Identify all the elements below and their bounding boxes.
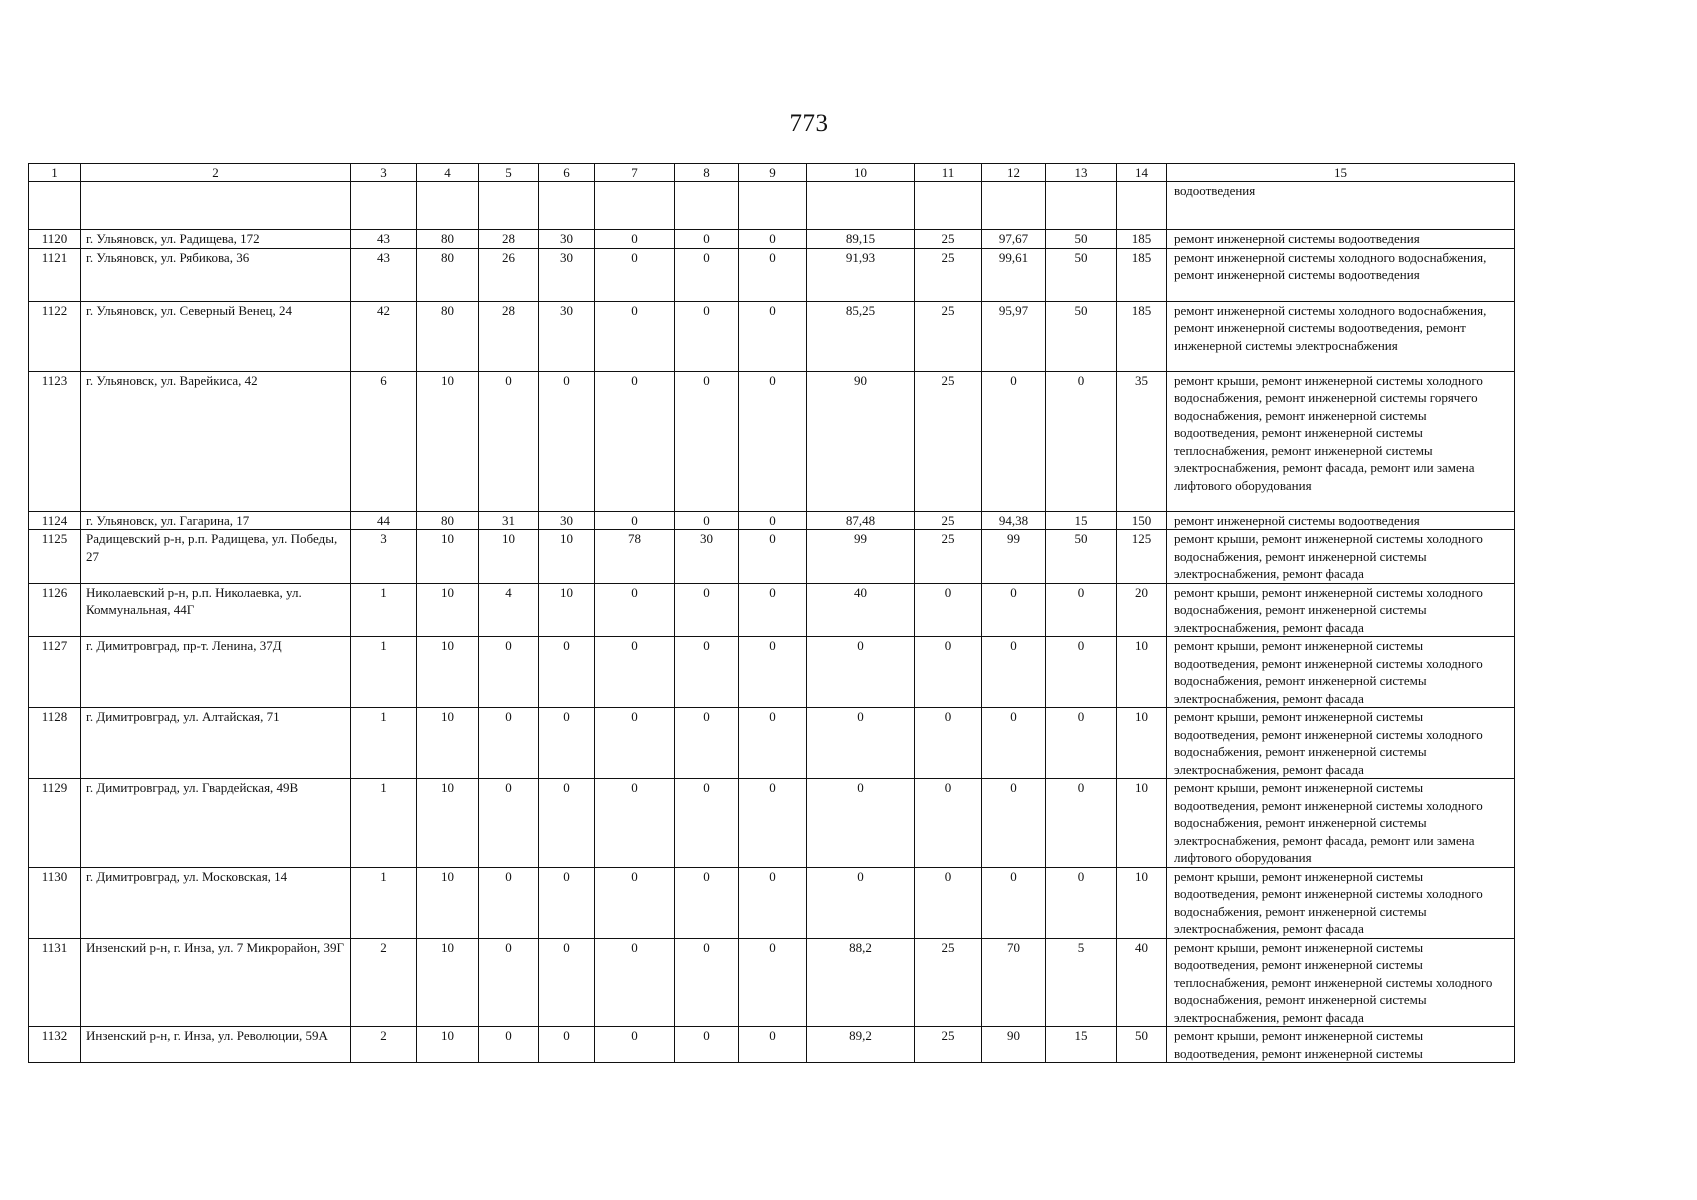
cell-col-13: 5 bbox=[1046, 938, 1117, 1027]
cell-col-12: 0 bbox=[982, 867, 1046, 938]
cell-col-3: 6 bbox=[351, 371, 417, 511]
cell-col-12: 97,67 bbox=[982, 230, 1046, 249]
table-row bbox=[29, 938, 1515, 1027]
cell-col-3: 1 bbox=[351, 637, 417, 708]
cell-col-5: 26 bbox=[479, 248, 539, 301]
cell-col-8: 0 bbox=[675, 938, 739, 1027]
repair-works-cell: ремонт инженерной системы водоотведения bbox=[1167, 511, 1515, 530]
cell-col-11: 25 bbox=[915, 530, 982, 584]
address-cell: г. Димитровград, ул. Московская, 14 bbox=[81, 867, 351, 938]
cell-col-11: 25 bbox=[915, 1027, 982, 1063]
table-row bbox=[29, 530, 1515, 584]
cell-col-14: 185 bbox=[1117, 230, 1167, 249]
cell-col-3: 44 bbox=[351, 511, 417, 530]
cell-col-7: 0 bbox=[595, 583, 675, 637]
cell-col-4: 10 bbox=[417, 583, 479, 637]
cell-col-3: 43 bbox=[351, 248, 417, 301]
row-number-cell: 1130 bbox=[29, 867, 81, 938]
cell-col-14: 10 bbox=[1117, 708, 1167, 779]
cell-col-12: 99 bbox=[982, 530, 1046, 584]
cell-col-4: 80 bbox=[417, 301, 479, 371]
cell-col-5: 10 bbox=[479, 530, 539, 584]
cell-col-9: 0 bbox=[739, 511, 807, 530]
table-row bbox=[29, 511, 1515, 530]
cell-col-14: 20 bbox=[1117, 583, 1167, 637]
cell-col-7: 0 bbox=[595, 779, 675, 868]
cell-col-8: 0 bbox=[675, 301, 739, 371]
column-header-9: 9 bbox=[739, 164, 807, 182]
cell-col-3 bbox=[351, 182, 417, 230]
row-number-cell: 1129 bbox=[29, 779, 81, 868]
cell-col-6: 0 bbox=[539, 938, 595, 1027]
cell-col-14: 185 bbox=[1117, 301, 1167, 371]
column-header-10: 10 bbox=[807, 164, 915, 182]
repair-works-cell: ремонт инженерной системы водоотведения bbox=[1167, 230, 1515, 249]
repair-works-cell: ремонт крыши, ремонт инженерной системы водоотведения, ремонт инженерной системы холодного водоснабжения, ремонт инженерной системы электроснабжения, ремонт фасада, ремонт или замена лифтового оборудования bbox=[1167, 779, 1515, 868]
cell-col-7 bbox=[595, 182, 675, 230]
repair-works-cell: ремонт крыши, ремонт инженерной системы водоотведения, ремонт инженерной системы холодного водоснабжения, ремонт инженерной системы электроснабжения, ремонт фасада bbox=[1167, 637, 1515, 708]
cell-col-9: 0 bbox=[739, 248, 807, 301]
cell-col-3: 43 bbox=[351, 230, 417, 249]
cell-col-9: 0 bbox=[739, 637, 807, 708]
repair-works-cell: ремонт инженерной системы холодного водоснабжения, ремонт инженерной системы водоотведения bbox=[1167, 248, 1515, 301]
column-header-14: 14 bbox=[1117, 164, 1167, 182]
cell-col-7: 0 bbox=[595, 867, 675, 938]
cell-col-14: 35 bbox=[1117, 371, 1167, 511]
cell-col-12: 0 bbox=[982, 637, 1046, 708]
cell-col-9: 0 bbox=[739, 1027, 807, 1063]
cell-col-9: 0 bbox=[739, 583, 807, 637]
cell-col-6: 0 bbox=[539, 371, 595, 511]
repair-works-cell: ремонт крыши, ремонт инженерной системы водоотведения, ремонт инженерной системы теплоснабжения, ремонт инженерной системы холодного водоснабжения, ремонт инженерной системы электроснабжения, ремонт фасада bbox=[1167, 938, 1515, 1027]
cell-col-8 bbox=[675, 182, 739, 230]
cell-col-5 bbox=[479, 182, 539, 230]
cell-col-9: 0 bbox=[739, 230, 807, 249]
cell-col-9: 0 bbox=[739, 301, 807, 371]
cell-col-13: 15 bbox=[1046, 1027, 1117, 1063]
cell-col-6: 0 bbox=[539, 708, 595, 779]
column-header-8: 8 bbox=[675, 164, 739, 182]
cell-col-11: 25 bbox=[915, 938, 982, 1027]
repair-works-cell: ремонт крыши, ремонт инженерной системы водоотведения, ремонт инженерной системы холодного водоснабжения, ремонт инженерной системы электроснабжения, ремонт фасада bbox=[1167, 708, 1515, 779]
address-cell: г. Ульяновск, ул. Гагарина, 17 bbox=[81, 511, 351, 530]
cell-col-4: 10 bbox=[417, 867, 479, 938]
cell-col-8: 0 bbox=[675, 248, 739, 301]
cell-col-13: 50 bbox=[1046, 301, 1117, 371]
cell-col-12: 90 bbox=[982, 1027, 1046, 1063]
cell-col-9: 0 bbox=[739, 708, 807, 779]
cell-col-6: 10 bbox=[539, 583, 595, 637]
table-row bbox=[29, 583, 1515, 637]
cell-col-12: 0 bbox=[982, 371, 1046, 511]
cell-col-14: 185 bbox=[1117, 248, 1167, 301]
cell-col-6: 30 bbox=[539, 511, 595, 530]
cell-col-6: 0 bbox=[539, 867, 595, 938]
row-number-cell bbox=[29, 182, 81, 230]
cell-col-10: 90 bbox=[807, 371, 915, 511]
cell-col-3: 2 bbox=[351, 938, 417, 1027]
cell-col-8: 0 bbox=[675, 583, 739, 637]
cell-col-5: 0 bbox=[479, 637, 539, 708]
cell-col-7: 0 bbox=[595, 230, 675, 249]
cell-col-6: 0 bbox=[539, 1027, 595, 1063]
cell-col-9: 0 bbox=[739, 371, 807, 511]
cell-col-7: 0 bbox=[595, 248, 675, 301]
cell-col-12: 0 bbox=[982, 779, 1046, 868]
column-header-6: 6 bbox=[539, 164, 595, 182]
cell-col-7: 0 bbox=[595, 371, 675, 511]
cell-col-5: 0 bbox=[479, 867, 539, 938]
cell-col-6: 10 bbox=[539, 530, 595, 584]
cell-col-13: 0 bbox=[1046, 779, 1117, 868]
row-number-cell: 1126 bbox=[29, 583, 81, 637]
cell-col-4: 10 bbox=[417, 1027, 479, 1063]
cell-col-14: 10 bbox=[1117, 779, 1167, 868]
repair-works-cell: ремонт крыши, ремонт инженерной системы водоотведения, ремонт инженерной системы bbox=[1167, 1027, 1515, 1063]
page-number: 773 bbox=[789, 110, 829, 137]
address-cell: г. Ульяновск, ул. Рябикова, 36 bbox=[81, 248, 351, 301]
cell-col-8: 0 bbox=[675, 867, 739, 938]
cell-col-9: 0 bbox=[739, 867, 807, 938]
column-header-1: 1 bbox=[29, 164, 81, 182]
cell-col-9 bbox=[739, 182, 807, 230]
cell-col-7: 78 bbox=[595, 530, 675, 584]
cell-col-4: 10 bbox=[417, 708, 479, 779]
cell-col-6 bbox=[539, 182, 595, 230]
cell-col-5: 4 bbox=[479, 583, 539, 637]
cell-col-9: 0 bbox=[739, 779, 807, 868]
column-header-3: 3 bbox=[351, 164, 417, 182]
cell-col-3: 1 bbox=[351, 867, 417, 938]
cell-col-9: 0 bbox=[739, 530, 807, 584]
row-number-cell: 1128 bbox=[29, 708, 81, 779]
table-row bbox=[29, 779, 1515, 868]
row-number-cell: 1132 bbox=[29, 1027, 81, 1063]
cell-col-14: 10 bbox=[1117, 867, 1167, 938]
repair-works-cell: ремонт крыши, ремонт инженерной системы холодного водоснабжения, ремонт инженерной системы электроснабжения, ремонт фасада bbox=[1167, 583, 1515, 637]
cell-col-8: 0 bbox=[675, 708, 739, 779]
cell-col-11: 0 bbox=[915, 779, 982, 868]
cell-col-11 bbox=[915, 182, 982, 230]
address-cell: Николаевский р-н, р.п. Николаевка, ул. Коммунальная, 44Г bbox=[81, 583, 351, 637]
cell-col-14: 50 bbox=[1117, 1027, 1167, 1063]
cell-col-3: 1 bbox=[351, 779, 417, 868]
row-number-cell: 1120 bbox=[29, 230, 81, 249]
cell-col-4: 80 bbox=[417, 230, 479, 249]
column-number-row bbox=[29, 164, 1515, 182]
address-cell: Инзенский р-н, г. Инза, ул. 7 Микрорайон, 39Г bbox=[81, 938, 351, 1027]
cell-col-11: 25 bbox=[915, 371, 982, 511]
cell-col-5: 0 bbox=[479, 1027, 539, 1063]
cell-col-4 bbox=[417, 182, 479, 230]
cell-col-13: 0 bbox=[1046, 867, 1117, 938]
table-row bbox=[29, 637, 1515, 708]
row-number-cell: 1122 bbox=[29, 301, 81, 371]
cell-col-3: 3 bbox=[351, 530, 417, 584]
cell-col-9: 0 bbox=[739, 938, 807, 1027]
address-cell: г. Димитровград, ул. Алтайская, 71 bbox=[81, 708, 351, 779]
row-number-cell: 1123 bbox=[29, 371, 81, 511]
cell-col-11: 25 bbox=[915, 248, 982, 301]
table-row bbox=[29, 708, 1515, 779]
cell-col-3: 2 bbox=[351, 1027, 417, 1063]
cell-col-14 bbox=[1117, 182, 1167, 230]
row-number-cell: 1131 bbox=[29, 938, 81, 1027]
address-cell bbox=[81, 182, 351, 230]
address-cell: г. Ульяновск, ул. Варейкиса, 42 bbox=[81, 371, 351, 511]
cell-col-13: 15 bbox=[1046, 511, 1117, 530]
cell-col-10: 0 bbox=[807, 779, 915, 868]
repair-works-cell: ремонт крыши, ремонт инженерной системы холодного водоснабжения, ремонт инженерной системы горячего водоснабжения, ремонт инженерной системы водоотведения, ремонт инженерной системы теплоснабжения, ремонт инженерной системы электроснабжения, ремонт фасада, ремонт или замена лифтового оборудования bbox=[1167, 371, 1515, 511]
table-row bbox=[29, 230, 1515, 249]
cell-col-10: 91,93 bbox=[807, 248, 915, 301]
cell-col-4: 80 bbox=[417, 511, 479, 530]
cell-col-10: 89,15 bbox=[807, 230, 915, 249]
cell-col-5: 31 bbox=[479, 511, 539, 530]
column-header-5: 5 bbox=[479, 164, 539, 182]
cell-col-12: 70 bbox=[982, 938, 1046, 1027]
table-row bbox=[29, 301, 1515, 371]
row-number-cell: 1127 bbox=[29, 637, 81, 708]
cell-col-10: 40 bbox=[807, 583, 915, 637]
cell-col-7: 0 bbox=[595, 1027, 675, 1063]
cell-col-8: 0 bbox=[675, 230, 739, 249]
cell-col-4: 80 bbox=[417, 248, 479, 301]
address-cell: г. Димитровград, ул. Гвардейская, 49В bbox=[81, 779, 351, 868]
column-header-11: 11 bbox=[915, 164, 982, 182]
cell-col-13: 0 bbox=[1046, 637, 1117, 708]
column-header-12: 12 bbox=[982, 164, 1046, 182]
table-body bbox=[29, 182, 1515, 1063]
repair-works-cell: ремонт крыши, ремонт инженерной системы водоотведения, ремонт инженерной системы холодного водоснабжения, ремонт инженерной системы электроснабжения, ремонт фасада bbox=[1167, 867, 1515, 938]
cell-col-8: 0 bbox=[675, 637, 739, 708]
table-row bbox=[29, 867, 1515, 938]
column-header-2: 2 bbox=[81, 164, 351, 182]
cell-col-13: 0 bbox=[1046, 371, 1117, 511]
cell-col-7: 0 bbox=[595, 511, 675, 530]
address-cell: г. Ульяновск, ул. Радищева, 172 bbox=[81, 230, 351, 249]
table-row bbox=[29, 248, 1515, 301]
address-cell: Радищевский р-н, р.п. Радищева, ул. Победы, 27 bbox=[81, 530, 351, 584]
cell-col-8: 30 bbox=[675, 530, 739, 584]
cell-col-11: 25 bbox=[915, 511, 982, 530]
cell-col-13 bbox=[1046, 182, 1117, 230]
cell-col-14: 40 bbox=[1117, 938, 1167, 1027]
cell-col-5: 0 bbox=[479, 779, 539, 868]
cell-col-3: 42 bbox=[351, 301, 417, 371]
cell-col-13: 0 bbox=[1046, 583, 1117, 637]
cell-col-4: 10 bbox=[417, 637, 479, 708]
cell-col-6: 30 bbox=[539, 301, 595, 371]
table-row bbox=[29, 182, 1515, 230]
cell-col-8: 0 bbox=[675, 511, 739, 530]
cell-col-14: 150 bbox=[1117, 511, 1167, 530]
cell-col-13: 50 bbox=[1046, 530, 1117, 584]
cell-col-10: 0 bbox=[807, 867, 915, 938]
cell-col-12 bbox=[982, 182, 1046, 230]
row-number-cell: 1125 bbox=[29, 530, 81, 584]
cell-col-4: 10 bbox=[417, 938, 479, 1027]
repair-works-cell: водоотведения bbox=[1167, 182, 1515, 230]
cell-col-3: 1 bbox=[351, 708, 417, 779]
cell-col-8: 0 bbox=[675, 371, 739, 511]
cell-col-13: 50 bbox=[1046, 248, 1117, 301]
repair-works-cell: ремонт крыши, ремонт инженерной системы холодного водоснабжения, ремонт инженерной системы электроснабжения, ремонт фасада bbox=[1167, 530, 1515, 584]
address-cell: г. Димитровград, пр-т. Ленина, 37Д bbox=[81, 637, 351, 708]
cell-col-4: 10 bbox=[417, 371, 479, 511]
cell-col-11: 25 bbox=[915, 230, 982, 249]
cell-col-10: 99 bbox=[807, 530, 915, 584]
cell-col-12: 0 bbox=[982, 708, 1046, 779]
cell-col-11: 25 bbox=[915, 301, 982, 371]
cell-col-12: 94,38 bbox=[982, 511, 1046, 530]
cell-col-4: 10 bbox=[417, 779, 479, 868]
column-header-4: 4 bbox=[417, 164, 479, 182]
cell-col-7: 0 bbox=[595, 938, 675, 1027]
cell-col-10: 88,2 bbox=[807, 938, 915, 1027]
row-number-cell: 1124 bbox=[29, 511, 81, 530]
cell-col-12: 95,97 bbox=[982, 301, 1046, 371]
cell-col-10: 85,25 bbox=[807, 301, 915, 371]
cell-col-7: 0 bbox=[595, 301, 675, 371]
cell-col-10: 0 bbox=[807, 637, 915, 708]
cell-col-13: 50 bbox=[1046, 230, 1117, 249]
cell-col-6: 0 bbox=[539, 637, 595, 708]
address-cell: Инзенский р-н, г. Инза, ул. Революции, 59А bbox=[81, 1027, 351, 1063]
cell-col-10: 87,48 bbox=[807, 511, 915, 530]
column-header-7: 7 bbox=[595, 164, 675, 182]
column-header-13: 13 bbox=[1046, 164, 1117, 182]
repair-schedule-table bbox=[28, 163, 1515, 1063]
cell-col-6: 30 bbox=[539, 248, 595, 301]
cell-col-4: 10 bbox=[417, 530, 479, 584]
cell-col-11: 0 bbox=[915, 637, 982, 708]
cell-col-14: 125 bbox=[1117, 530, 1167, 584]
cell-col-5: 28 bbox=[479, 230, 539, 249]
cell-col-10: 89,2 bbox=[807, 1027, 915, 1063]
cell-col-11: 0 bbox=[915, 583, 982, 637]
cell-col-10: 0 bbox=[807, 708, 915, 779]
cell-col-12: 99,61 bbox=[982, 248, 1046, 301]
row-number-cell: 1121 bbox=[29, 248, 81, 301]
cell-col-6: 30 bbox=[539, 230, 595, 249]
column-header-15: 15 bbox=[1167, 164, 1515, 182]
cell-col-10 bbox=[807, 182, 915, 230]
cell-col-11: 0 bbox=[915, 867, 982, 938]
table-row bbox=[29, 1027, 1515, 1063]
cell-col-11: 0 bbox=[915, 708, 982, 779]
repair-works-cell: ремонт инженерной системы холодного водоснабжения, ремонт инженерной системы водоотведения, ремонт инженерной системы электроснабжения bbox=[1167, 301, 1515, 371]
cell-col-8: 0 bbox=[675, 779, 739, 868]
cell-col-5: 0 bbox=[479, 938, 539, 1027]
cell-col-5: 28 bbox=[479, 301, 539, 371]
cell-col-5: 0 bbox=[479, 371, 539, 511]
cell-col-5: 0 bbox=[479, 708, 539, 779]
cell-col-3: 1 bbox=[351, 583, 417, 637]
cell-col-12: 0 bbox=[982, 583, 1046, 637]
cell-col-13: 0 bbox=[1046, 708, 1117, 779]
cell-col-8: 0 bbox=[675, 1027, 739, 1063]
cell-col-6: 0 bbox=[539, 779, 595, 868]
table-row bbox=[29, 371, 1515, 511]
address-cell: г. Ульяновск, ул. Северный Венец, 24 bbox=[81, 301, 351, 371]
cell-col-14: 10 bbox=[1117, 637, 1167, 708]
cell-col-7: 0 bbox=[595, 708, 675, 779]
cell-col-7: 0 bbox=[595, 637, 675, 708]
